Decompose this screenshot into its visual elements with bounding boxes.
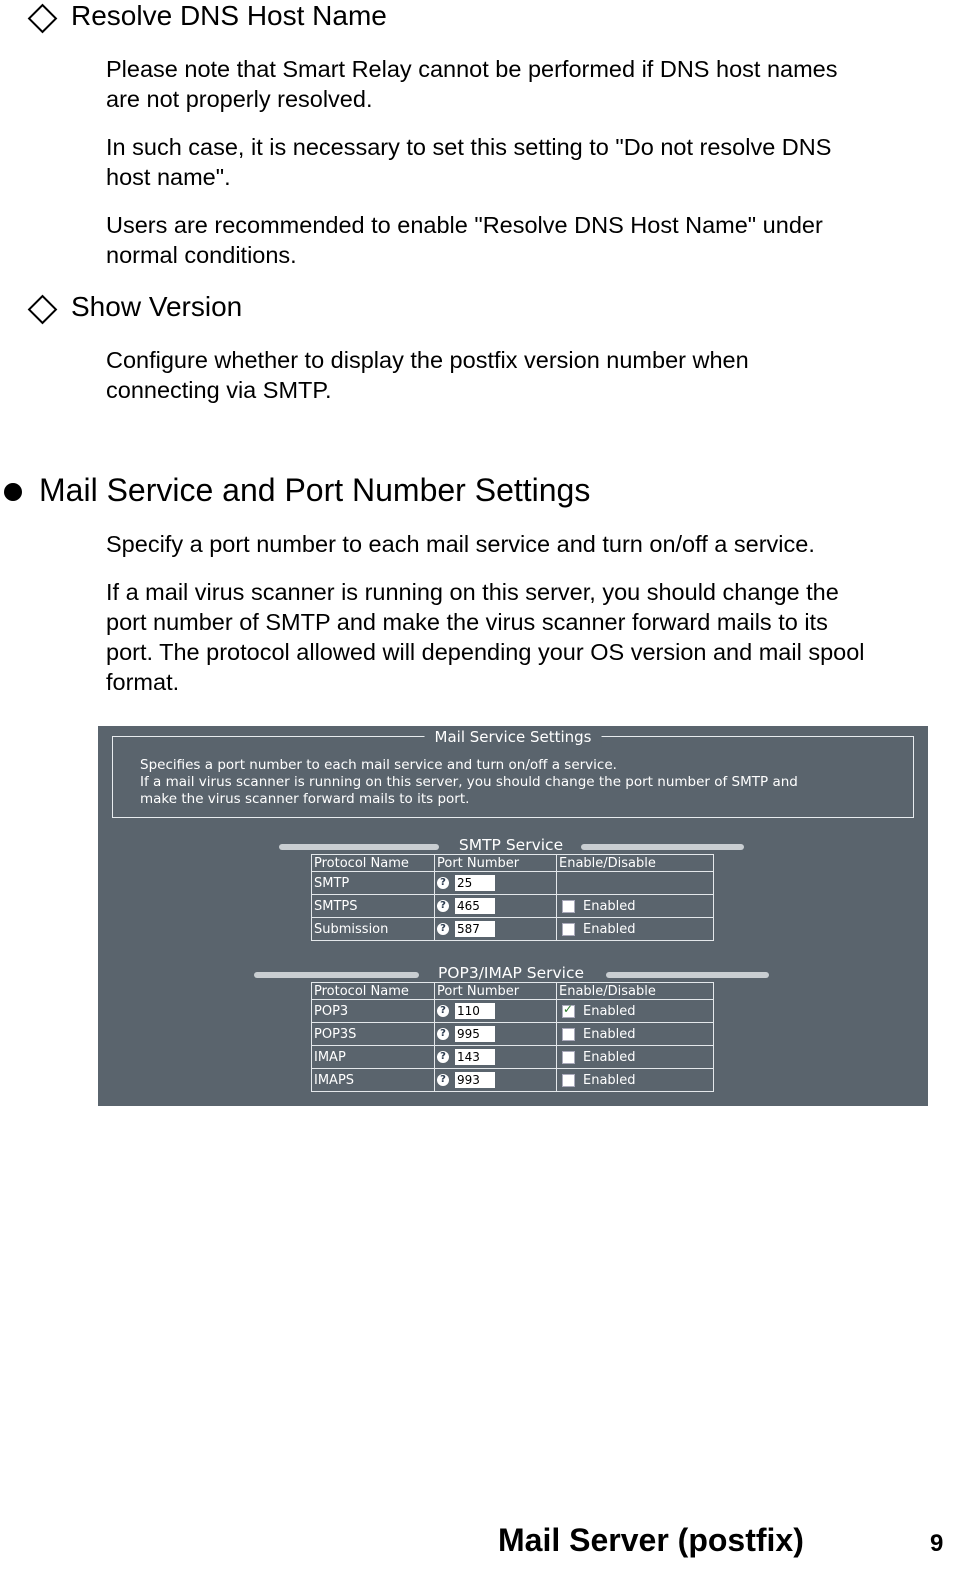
enable-checkbox[interactable] — [562, 900, 575, 913]
table-row — [312, 1069, 714, 1092]
page-number: 9 — [930, 1530, 944, 1557]
port-cell — [435, 1069, 557, 1092]
port-input[interactable]: 993 — [455, 1072, 495, 1088]
section-divider — [254, 972, 419, 978]
port-input[interactable]: 995 — [455, 1026, 495, 1042]
protocol-name: SMTPS — [312, 895, 435, 918]
text-line: Configure whether to display the postfix version number when — [106, 347, 749, 373]
heading-resolve-dns: Resolve DNS Host Name — [71, 0, 387, 31]
protocol-name: IMAP — [312, 1046, 435, 1069]
text-line: In such case, it is necessary to set this setting to "Do not resolve DNS — [106, 134, 832, 160]
frame-desc-line: make the virus scanner forward mails to its port. — [140, 791, 470, 807]
mail-service-para-2 — [106, 577, 956, 697]
section-divider — [581, 844, 744, 850]
port-cell — [435, 918, 557, 941]
round-bullet-icon — [4, 483, 22, 501]
text-line: format. — [106, 669, 180, 695]
enabled-label: Enabled — [583, 1072, 636, 1088]
port-cell — [435, 872, 557, 895]
col-port-number: Port Number — [435, 855, 557, 872]
heading-mail-service: Mail Service and Port Number Settings — [39, 472, 591, 508]
protocol-name: Submission — [312, 918, 435, 941]
text-line: Please note that Smart Relay cannot be performed if DNS host names — [106, 56, 838, 82]
port-cell — [435, 895, 557, 918]
frame-title: Mail Service Settings — [425, 728, 602, 746]
resolve-dns-para-3 — [106, 210, 956, 270]
protocol-name: POP3S — [312, 1023, 435, 1046]
enable-cell — [557, 1046, 714, 1069]
smtp-service-table — [311, 854, 714, 941]
help-icon[interactable]: ? — [437, 1005, 449, 1017]
enable-cell — [557, 872, 714, 895]
enable-cell — [557, 918, 714, 941]
enable-checkbox[interactable] — [562, 1074, 575, 1087]
frame-desc-line: Specifies a port number to each mail service and turn on/off a service. — [140, 757, 617, 773]
text-line: connecting via SMTP. — [106, 377, 332, 403]
protocol-name: SMTP — [312, 872, 435, 895]
diamond-bullet-icon — [28, 295, 58, 325]
port-cell — [435, 1000, 557, 1023]
diamond-bullet-icon — [28, 4, 58, 34]
table-row — [312, 1046, 714, 1069]
enabled-label: Enabled — [583, 1003, 636, 1019]
text-line: Specify a port number to each mail service and turn on/off a service. — [106, 531, 815, 557]
text-line: port number of SMTP and make the virus scanner forward mails to its — [106, 609, 828, 635]
resolve-dns-para-2 — [106, 132, 956, 192]
help-icon[interactable]: ? — [437, 1028, 449, 1040]
col-enable-disable: Enable/Disable — [557, 855, 714, 872]
enable-cell — [557, 895, 714, 918]
col-port-number: Port Number — [435, 983, 557, 1000]
port-input[interactable]: 143 — [455, 1049, 495, 1065]
port-input[interactable]: 587 — [455, 921, 495, 937]
help-icon[interactable]: ? — [437, 1074, 449, 1086]
table-row — [312, 895, 714, 918]
mail-service-settings-screenshot — [98, 726, 928, 1106]
protocol-name: POP3 — [312, 1000, 435, 1023]
footer-title: Mail Server (postfix) — [498, 1522, 804, 1558]
enable-cell — [557, 1023, 714, 1046]
section-divider — [606, 972, 769, 978]
enable-checkbox[interactable] — [562, 1005, 575, 1018]
help-icon[interactable]: ? — [437, 877, 449, 889]
text-line: If a mail virus scanner is running on this server, you should change the — [106, 579, 839, 605]
text-line: port. The protocol allowed will depending your OS version and mail spool — [106, 639, 865, 665]
port-input[interactable]: 25 — [455, 875, 495, 891]
text-line: Users are recommended to enable "Resolve DNS Host Name" under — [106, 212, 823, 238]
help-icon[interactable]: ? — [437, 1051, 449, 1063]
col-protocol-name: Protocol Name — [312, 983, 435, 1000]
settings-frame — [112, 728, 914, 818]
table-row — [312, 918, 714, 941]
enable-checkbox[interactable] — [562, 923, 575, 936]
resolve-dns-para-1 — [106, 54, 956, 114]
pop3imap-service-table — [311, 982, 714, 1092]
text-line: host name". — [106, 164, 231, 190]
port-input[interactable]: 110 — [455, 1003, 495, 1019]
enable-cell — [557, 1069, 714, 1092]
frame-desc-line: If a mail virus scanner is running on this server, you should change the port number of SMTP and — [140, 774, 798, 790]
frame-description — [140, 757, 798, 808]
port-cell — [435, 1046, 557, 1069]
table-row — [312, 872, 714, 895]
enable-checkbox[interactable] — [562, 1028, 575, 1041]
table-header-row — [312, 983, 714, 1000]
enabled-label: Enabled — [583, 898, 636, 914]
smtp-section-title: SMTP Service — [458, 836, 564, 854]
port-input[interactable]: 465 — [455, 898, 495, 914]
table-header-row — [312, 855, 714, 872]
enable-checkbox[interactable] — [562, 1051, 575, 1064]
pop3imap-section-title: POP3/IMAP Service — [437, 964, 585, 982]
enabled-label: Enabled — [583, 1049, 636, 1065]
show-version-para — [106, 345, 956, 405]
help-icon[interactable]: ? — [437, 923, 449, 935]
text-line: are not properly resolved. — [106, 86, 373, 112]
section-divider — [279, 844, 439, 850]
mail-service-para-1 — [106, 529, 956, 559]
help-icon[interactable]: ? — [437, 900, 449, 912]
col-protocol-name: Protocol Name — [312, 855, 435, 872]
enabled-label: Enabled — [583, 1026, 636, 1042]
protocol-name: IMAPS — [312, 1069, 435, 1092]
table-row — [312, 1023, 714, 1046]
text-line: normal conditions. — [106, 242, 297, 268]
enable-cell — [557, 1000, 714, 1023]
table-row — [312, 1000, 714, 1023]
heading-show-version: Show Version — [71, 291, 243, 322]
enabled-label: Enabled — [583, 921, 636, 937]
port-cell — [435, 1023, 557, 1046]
col-enable-disable: Enable/Disable — [557, 983, 714, 1000]
